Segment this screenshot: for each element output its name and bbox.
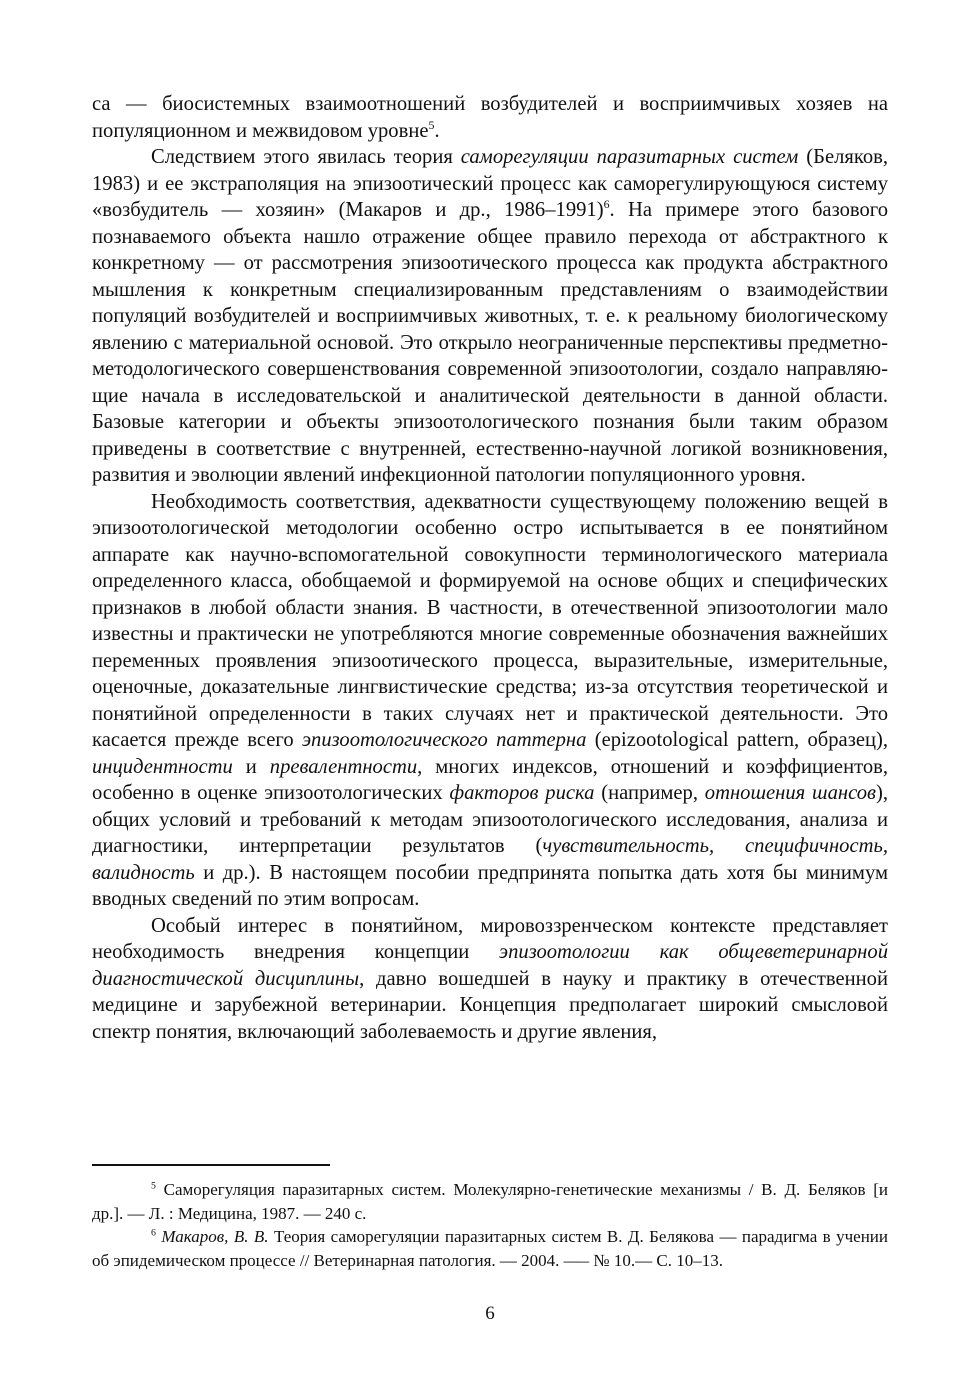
footnote-6 (92, 1225, 888, 1272)
footnote-marker: 6 (151, 1227, 156, 1239)
paragraph-2 (92, 144, 888, 489)
text-run: и (232, 755, 270, 778)
footnote-5 (92, 1178, 888, 1225)
text-run: са — биосистемных взаимоотношений возбудителей и восприимчивых хозяев на популяционном и межвидовом уровне (92, 93, 888, 142)
italic-term: превалентности (269, 755, 418, 778)
text-run: . (434, 119, 440, 142)
footnotes (92, 1178, 888, 1272)
text-run: , многих индексов, отношений и коэффициентов, особенно в оценке эпизоотологических (92, 755, 888, 804)
page-body (92, 91, 888, 1045)
footnote-marker: 5 (151, 1180, 156, 1192)
text-run: Теория саморегуляции паразитарных систем В. Д. Белякова — парадигма в учении об эпидемическом процессе // Ветеринарная патология. — 2004. —– № 10.— С. 10–13. (92, 1227, 888, 1270)
paragraph-3 (92, 489, 888, 913)
text-run: Следствием этого явилась теория (151, 146, 461, 168)
page-number: 6 (485, 1303, 495, 1324)
italic-term: факторов риска (449, 782, 595, 804)
footnote-marker: 6 (603, 197, 610, 212)
italic-term: саморегуляции паразитарных систем (460, 146, 799, 168)
italic-term: Макаров, В. В. (161, 1227, 269, 1246)
text-run: (Беляков, 1983) и ее экстраполяция на эпизоотический процесс как саморегулирующуюся систему «возбудитель — хозяин» (Макаров и др., 1986–1991) (92, 146, 888, 221)
text-run: Необходимость соответствия, адекватности существующему положению вещей в эпизоотологической методологии особенно остро испытывается в ее понятийном аппарате как научно-вспомогательной совокупности терминологического материала определенного класса, обобщаемой и формируемой на основе общих и специфических признаков в любой области знания. В частности, в отечественной эпизоотологии мало известны и практически не употребляются многие современные обозначения важнейших переменных проявления эпизоотического процесса, выразительные, измерительные, оценочные, доказательные лингвистические средства; из-за отсутствия теоретической и понятийной определенности в таких случаях нет и практической деятельности. Это касается прежде всего (92, 490, 888, 751)
text-run: ), общих условий и требований к методам эпизоотологического исследования, анализа и диагностики, интерпретации результатов ( (92, 782, 888, 857)
text-run: (например, (594, 782, 705, 804)
main-text (92, 91, 888, 1045)
text-run: (epizootological pattern, образец), (586, 729, 888, 751)
footnote-separator (92, 1164, 330, 1166)
italic-term: чувствительность, специфичность, валидность (92, 835, 888, 884)
paragraph-1 (92, 91, 888, 144)
text-run: и др.). В настоящем пособии предпринята попытка дать хотя бы минимум вводных сведений по этим вопросам. (92, 861, 888, 910)
footnote-marker: 5 (428, 117, 435, 132)
text-run: . На примере этого базового познаваемого объекта нашло отражение общее правило перехода от абстрактного к конкретному — от рассмотрения эпизоотического процесса как продукта абстрактного мышления к конкретным специализированным представлениям о взаимодействии популяций возбудителей и восприимчивых животных, т. е. к реальному биологическому явлению с материальной основой. Это открыло неограниченные перспективы предметно-методологического совершенствования современной эпизоотологии, создало направляющие начала в исследовательской и аналитической деятельности в данной области. Базовые категории и объекты эпизоотологического познания были таким образом приведены в соответствие с внутренней, естественно-научной логикой возникновения, развития и эволюции явлений инфекционной патологии популяционного уровня. (92, 199, 888, 486)
italic-term: эпизоотологии как общеветеринарной диагностической дисциплины (92, 941, 888, 990)
italic-term: инцидентности (92, 755, 233, 778)
text-run: , давно вошедшей в науку и практику в отечественной медицине и зарубежной ветеринарии. Концепция предполагает широкий смысловой спектр понятия, включающий заболеваемость и другие явления, (92, 967, 888, 1043)
italic-term: отношения шансов (704, 782, 876, 804)
paragraph-4 (92, 913, 888, 1046)
text-run: Особый интерес в понятийном, мировоззренческом контексте представляет необходимость внедрения концепции (92, 914, 888, 963)
italic-term: эпизоотологического паттерна (301, 729, 587, 751)
text-run: Саморегуляция паразитарных систем. Молекулярно-генетические механизмы / В. Д. Беляков [и др.]. — Л. : Медицина, 1987. — 240 с. (92, 1180, 888, 1223)
